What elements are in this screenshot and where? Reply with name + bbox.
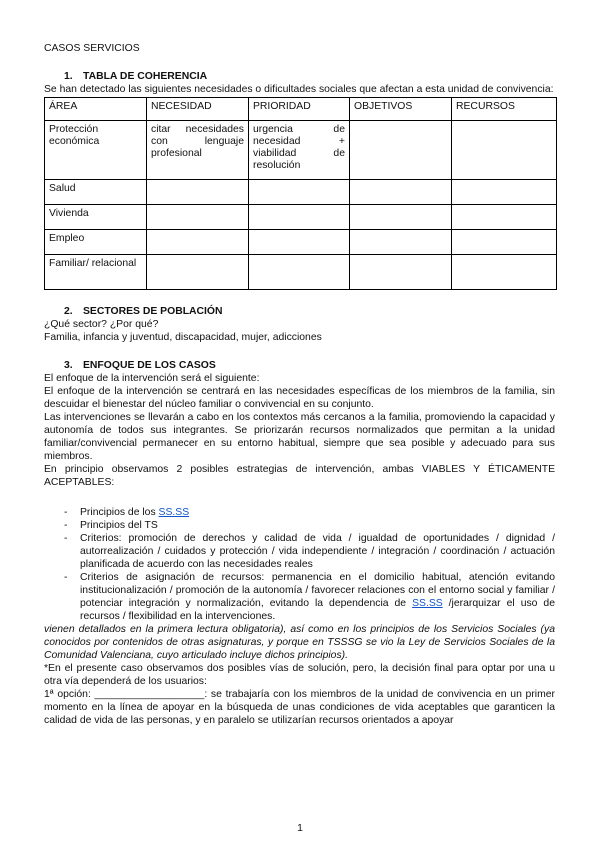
list-item-text: Principios del TS — [80, 520, 158, 531]
list-item-text: Principios de los — [80, 507, 159, 518]
table-cell — [350, 180, 452, 205]
table-cell — [350, 205, 452, 230]
table-cell — [147, 255, 249, 290]
table-cell — [452, 230, 557, 255]
table-cell: citar necesidades con lenguaje profesional — [147, 121, 249, 180]
table-cell — [452, 205, 557, 230]
table-cell — [350, 230, 452, 255]
table-cell — [452, 255, 557, 290]
table-cell: Vivienda — [45, 205, 147, 230]
table-row — [45, 121, 557, 180]
section-1-intro: Se han detectado las siguientes necesidades o dificultades sociales que afectan a esta unidad de convivencia: — [44, 84, 554, 95]
list-item-text: Criterios de asignación de recursos: permanencia en el domicilio habitual, atención evitando institucionalización / promoción de la autonomía / favorecer relaciones con el entorno social y familiar / potenciar integración y normalización, evitando la dependencia de — [80, 572, 555, 609]
table-cell: Protección económica — [45, 121, 147, 180]
section-3-paragraph-4: En principio observamos 2 posibles estrategias de intervención, ambas VIABLES Y ÉTICAMENTE ACEPTABLES: — [44, 464, 555, 488]
list-item — [64, 571, 555, 623]
section-3-paragraph-6: 1ª opción: ___________________: se trabajaría con los miembros de la unidad de convivencia en un primer momento en la línea de apoyar en la búsqueda de unas condiciones de vida aceptables que garanticen la calidad de vida de las personas, y en paralelo se utilizarían recursos orientados a apoyar — [44, 689, 555, 726]
section-1-number: 1. — [64, 71, 73, 82]
section-2-heading — [44, 305, 555, 318]
table-cell: Salud — [45, 180, 147, 205]
table-cell — [249, 255, 350, 290]
section-2-number: 2. — [64, 306, 73, 317]
section-1-heading — [44, 70, 555, 83]
section-2-answer: Familia, infancia y juventud, discapacidad, mujer, adicciones — [44, 332, 322, 343]
table-row — [45, 205, 557, 230]
section-3-heading — [44, 359, 555, 372]
table-cell — [249, 180, 350, 205]
table-cell — [249, 205, 350, 230]
section-2-title: SECTORES DE POBLACIÓN — [83, 306, 223, 317]
section-3-paragraph-2: El enfoque de la intervención se centrará en las necesidades específicas de los miembros de la familia, sin descuidar el bienestar del núcleo familiar o convivencial en su conjunto. — [44, 386, 555, 410]
list-item-text: Criterios: promoción de derechos y calidad de vida / igualdad de oportunidades / dignidad / autorrealización / cuidados y protección / vida independiente / integración / coordinación / actuación planificada de acuerdo con las necesidades reales — [80, 533, 555, 570]
list-item — [64, 506, 555, 519]
principles-list — [44, 506, 555, 623]
list-item-text: /jerarquizar el uso de recursos / flexibilidad en la intervenciones. — [80, 598, 555, 622]
header-recursos: RECURSOS — [452, 98, 557, 121]
list-item — [64, 532, 555, 571]
section-1-title: TABLA DE COHERENCIA — [83, 71, 208, 82]
table-cell — [249, 230, 350, 255]
table-row — [45, 180, 557, 205]
italic-note: vienen detallados en la primera lectura obligatoria), así como en los principios de los Servicios Sociales (ya conocidos por contenidos de otras asignaturas, y porque en TSSSG se vio la Ley de Servicios Sociales de la Comunidad Valenciana, cuyo articulado incluye dichos principios). — [44, 624, 555, 661]
table-cell — [147, 230, 249, 255]
table-cell — [350, 255, 452, 290]
table-header-row — [45, 98, 557, 121]
table-cell — [452, 121, 557, 180]
section-3-title: ENFOQUE DE LOS CASOS — [83, 360, 216, 371]
table-cell — [147, 180, 249, 205]
ss-link[interactable]: SS.SS — [412, 598, 443, 609]
page-number: 1 — [297, 823, 303, 834]
list-item — [64, 519, 555, 532]
table-cell — [147, 205, 249, 230]
header-objetivos: OBJETIVOS — [350, 98, 452, 121]
header-necesidad: NECESIDAD — [147, 98, 249, 121]
table-row — [45, 255, 557, 290]
table-row — [45, 230, 557, 255]
section-3-paragraph-3: Las intervenciones se llevarán a cabo en los contextos más cercanos a la familia, promoviendo la capacidad y autonomía de todos sus integrantes. Se priorizarán recursos normalizados que permitan a la unidad familiar/convivencial permanecer en su entorno habitual, siempre que sea posible y adecuado para sus miembros. — [44, 412, 555, 462]
table-cell — [350, 121, 452, 180]
table-cell: Familiar/ relacional — [45, 255, 147, 290]
document-title: CASOS SERVICIOS — [44, 43, 140, 54]
table-cell: Empleo — [45, 230, 147, 255]
header-prioridad: PRIORIDAD — [249, 98, 350, 121]
header-area: ÁREA — [45, 98, 147, 121]
table-cell — [452, 180, 557, 205]
section-3-paragraph-5: *En el presente caso observamos dos posibles vías de solución, pero, la decisión final para optar por una u otra vía dependerá de los usuarios: — [44, 663, 555, 687]
table-cell: urgencia de necesidad + viabilidad de resolución — [249, 121, 350, 180]
coherence-table — [44, 97, 557, 290]
section-3-number: 3. — [64, 360, 73, 371]
ss-link[interactable]: SS.SS — [158, 507, 190, 518]
section-3-paragraph-1: El enfoque de la intervención será el siguiente: — [44, 373, 260, 384]
section-2-question: ¿Qué sector? ¿Por qué? — [44, 319, 159, 330]
document-page — [44, 42, 555, 727]
